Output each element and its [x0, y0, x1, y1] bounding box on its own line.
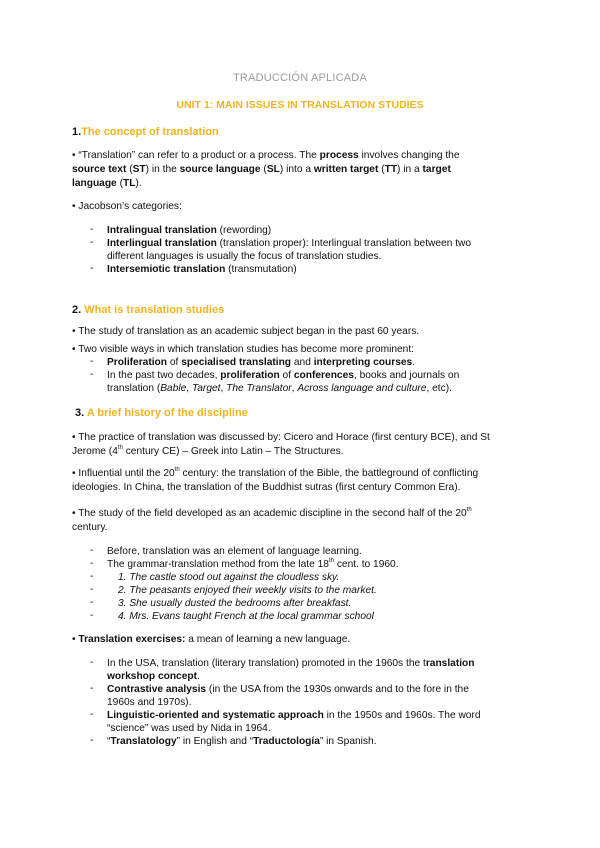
- s1-jacobson: • Jacobson’s categories:: [72, 201, 182, 212]
- unit-title: UNIT 1: MAIN ISSUES IN TRANSLATION STUDIES: [176, 99, 424, 111]
- section-2-heading: 2. What is translation studies: [72, 304, 225, 316]
- section-1-heading: 1.The concept of translation: [72, 126, 219, 138]
- section-3-heading: 3. A brief history of the discipline: [75, 407, 248, 419]
- s3-exercises: • Translation exercises: a mean of learning a new language.: [72, 634, 351, 645]
- s2-paragraph-2: • Two visible ways in which translation studies has become more prominent:: [72, 344, 414, 355]
- s2-paragraph-1: • The study of translation as an academic subject began in the past 60 years.: [72, 326, 420, 337]
- page-header: TRADUCCIÓN APLICADA: [233, 72, 367, 84]
- document-page: TRADUCCIÓN APLICADA UNIT 1: MAIN ISSUES IN TRANSLATION STUDIES 1.The concept of translation • “Translation” can refer to a product or a process. The process involves changing the source text (ST) in the source language (SL) into a written target (TT) in a target language (TL). • Jacobson’s categories: - Intralingual translation (rewording) - Interlingual translation (translation proper): Interlingual translation between two different languages is usually the focus of translation studies. - Intersemiotic translation (transmutation) 2. What is translation studies • The study of translation as an academic subject began in the past 60 years. • Two visible ways in which translation studies has become more prominent: - Proliferation of specialised translating and interpreting courses. - In the past two decades, proliferation of conferences, books and journals on translation (Bable, Target, The Translator, Across language and culture, etc). 3. A brief history of the discipline • The practice of translation was discussed by: Cicero and Horace (first century BCE), and St Jerome (4th century CE) – Greek into Latin – The Structures. • Influential until the 20th century: the translation of the Bible, the battleground of conflicting ideologies. In China, the translation of the Buddhist sutras (first century Common Era). • The study of the field developed as an academic discipline in the second half of the 20th century. - Before, translation was an element of language learning. - The grammar-translation method from the late 18th cent. to 1960. - 1. The castle stood out against the cloudless sky. - 2. The peasants enjoyed their weekly visits to the market. - 3. She usually dusted the bedrooms after breakfast. - 4. Mrs. Evans taught French at the local grammar school • Translation exercises: a mean of learning a new language. - In the USA, translation (literary translation) promoted in the 1960s the translation workshop concept. - Contrastive analysis (in the USA from the 1930s onwards and to the fore in the 1960s and 1970s). - Linguistic-oriented and systematic approach in the 1950s and 1960s. The word “science” was used by Nida in 1964. - “Translatology” in English and “Traductología” in Spanish.: [0, 0, 600, 848]
- s3-paragraph-1: • The practice of translation was discussed by: Cicero and Horace (first century BCE), and St Jerome (4th century CE) – Greek into Latin – The Structures.: [72, 432, 490, 457]
- s3-paragraph-3: • The study of the field developed as an academic discipline in the second half of the 20th century.: [72, 507, 472, 533]
- s1-paragraph-1: • “Translation” can refer to a product or a process. The process involves changing the source text (ST) in the source language (SL) into a written target (TT) in a target language (TL).: [72, 150, 460, 189]
- s3-paragraph-2: • Influential until the 20th century: the translation of the Bible, the battleground of conflicting ideologies. In China, the translation of the Buddhist sutras (first century Common Era).: [72, 467, 479, 493]
